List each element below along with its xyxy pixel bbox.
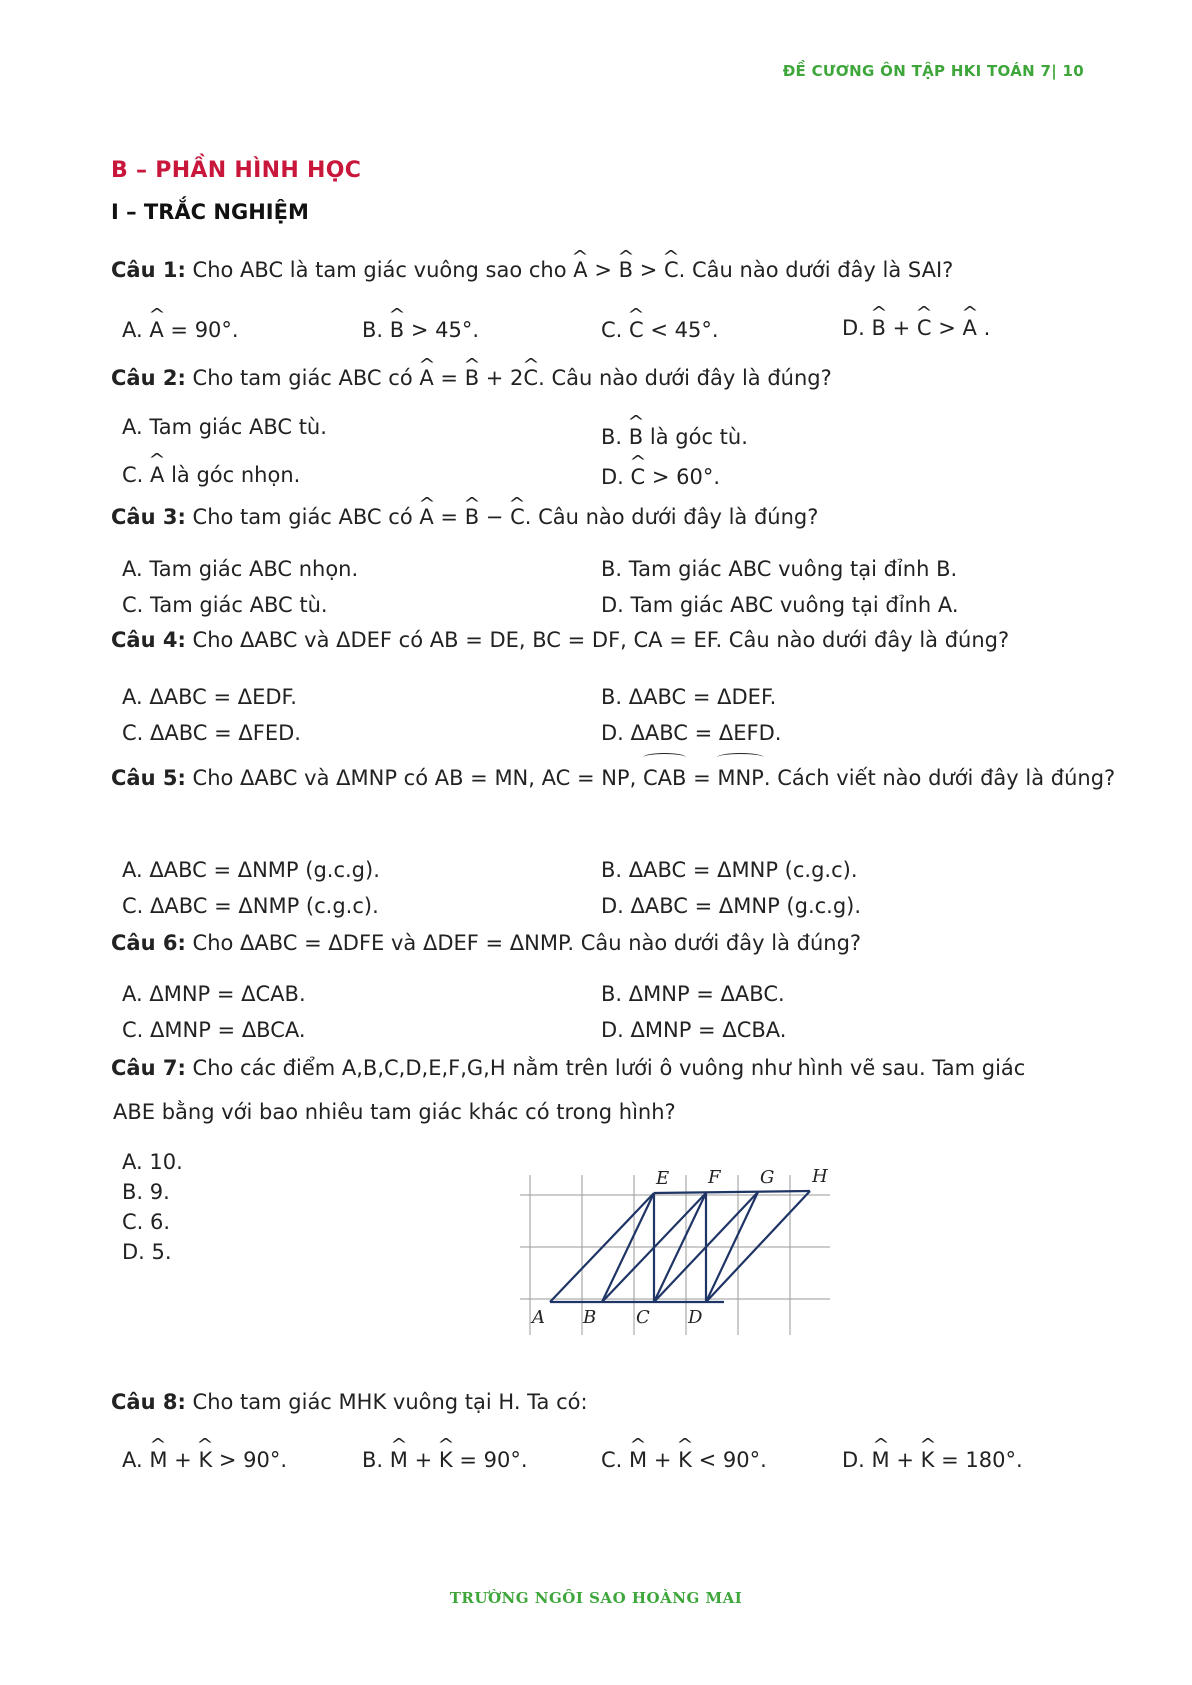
- q3-option-b[interactable]: B. Tam giác ABC vuông tại đỉnh B.: [601, 557, 958, 581]
- q2-option-d[interactable]: D. ^ C > 60°.: [601, 465, 720, 489]
- q4-option-a[interactable]: A. ΔABC = ΔEDF.: [122, 685, 297, 709]
- point-label-d: D: [688, 1307, 703, 1328]
- point-label-e: E: [656, 1168, 670, 1189]
- question-label: Câu 1:: [111, 258, 186, 282]
- q7-option-b[interactable]: B. 9.: [122, 1180, 170, 1204]
- q6-option-c[interactable]: C. ΔMNP = ΔBCA.: [122, 1018, 306, 1042]
- point-label-h: H: [812, 1166, 828, 1187]
- q7-option-c[interactable]: C. 6.: [122, 1210, 171, 1234]
- q1-option-d[interactable]: D. ^ B + ^ C > ^ A .: [842, 316, 990, 340]
- q2-option-b[interactable]: B. ^ B là góc tù.: [601, 425, 748, 449]
- q6-option-b[interactable]: B. ΔMNP = ΔABC.: [601, 982, 785, 1006]
- q7-options: [122, 1147, 183, 1267]
- point-label-g: G: [760, 1167, 775, 1188]
- question-5: Câu 5: Cho ΔABC và ΔMNP có AB = MN, AC = NP, CAB = MNP. Cách viết nào dưới đây là đúng?: [111, 758, 1086, 798]
- q1-option-b[interactable]: B. ^ B > 45°.: [362, 318, 479, 342]
- q5-option-d[interactable]: D. ΔABC = ΔMNP (g.c.g).: [601, 894, 862, 918]
- question-7-line2: ABE bằng với bao nhiêu tam giác khác có trong hình?: [113, 1100, 676, 1124]
- q2-option-a[interactable]: A. Tam giác ABC tù.: [122, 415, 327, 439]
- q1-option-c[interactable]: C. ^ C < 45°.: [601, 318, 719, 342]
- section-subtitle: I – TRẮC NGHIỆM: [111, 200, 309, 224]
- q6-option-d[interactable]: D. ΔMNP = ΔCBA.: [601, 1018, 787, 1042]
- section-title: B – PHẦN HÌNH HỌC: [111, 158, 362, 183]
- grid-figure: [520, 1160, 840, 1340]
- question-1: Câu 1: Cho ABC là tam giác vuông sao cho ^ A > ^ B > ^ C. Câu nào dưới đây là SAI?: [111, 250, 1086, 290]
- point-label-b: B: [583, 1307, 597, 1328]
- grid-lines: [520, 1175, 830, 1335]
- q8-option-b[interactable]: B. ^ M + ^ K = 90°.: [362, 1448, 528, 1472]
- question-7: Câu 7: Cho các điểm A,B,C,D,E,F,G,H nằm trên lưới ô vuông như hình vẽ sau. Tam giác: [111, 1056, 1026, 1080]
- point-label-c: C: [636, 1307, 650, 1328]
- q4-option-c[interactable]: C. ΔABC = ΔFED.: [122, 721, 301, 745]
- q7-option-a[interactable]: A. 10.: [122, 1150, 183, 1174]
- question-4: Câu 4: Cho ΔABC và ΔDEF có AB = DE, BC = DF, CA = EF. Câu nào dưới đây là đúng?: [111, 628, 1010, 652]
- q3-option-a[interactable]: A. Tam giác ABC nhọn.: [122, 557, 359, 581]
- q3-option-c[interactable]: C. Tam giác ABC tù.: [122, 593, 328, 617]
- q7-option-d[interactable]: D. 5.: [122, 1240, 172, 1264]
- q4-option-d[interactable]: D. ΔABC = ΔEFD.: [601, 721, 782, 745]
- q1-option-a[interactable]: A. ^ A = 90°.: [122, 318, 239, 342]
- question-2: Câu 2: Cho tam giác ABC có ^ A = ^ B + 2^ C. Câu nào dưới đây là đúng?: [111, 358, 1086, 398]
- q4-option-b[interactable]: B. ΔABC = ΔDEF.: [601, 685, 777, 709]
- q8-option-a[interactable]: A. ^ M + ^ K > 90°.: [122, 1448, 287, 1472]
- q3-option-d[interactable]: D. Tam giác ABC vuông tại đỉnh A.: [601, 593, 959, 617]
- question-6: Câu 6: Cho ΔABC = ΔDFE và ΔDEF = ΔNMP. Câu nào dưới đây là đúng?: [111, 931, 862, 955]
- q8-option-c[interactable]: C. ^ M + ^ K < 90°.: [601, 1448, 767, 1472]
- q5-option-a[interactable]: A. ΔABC = ΔNMP (g.c.g).: [122, 858, 380, 882]
- question-8: Câu 8: Cho tam giác MHK vuông tại H. Ta có:: [111, 1390, 588, 1414]
- page-footer: TRƯỜNG NGÔI SAO HOÀNG MAI: [449, 1589, 743, 1607]
- q5-option-c[interactable]: C. ΔABC = ΔNMP (c.g.c).: [122, 894, 379, 918]
- question-3: Câu 3: Cho tam giác ABC có ^ A = ^ B − ^ C. Câu nào dưới đây là đúng?: [111, 497, 1086, 537]
- q2-option-c[interactable]: C. ^ A là góc nhọn.: [122, 463, 300, 487]
- q6-option-a[interactable]: A. ΔMNP = ΔCAB.: [122, 982, 306, 1006]
- point-label-f: F: [708, 1167, 721, 1188]
- q8-option-d[interactable]: D. ^ M + ^ K = 180°.: [842, 1448, 1023, 1472]
- page-header: ĐỀ CƯƠNG ÔN TẬP HKI TOÁN 7| 10: [782, 62, 1084, 80]
- point-label-a: A: [532, 1307, 545, 1328]
- q5-option-b[interactable]: B. ΔABC = ΔMNP (c.g.c).: [601, 858, 858, 882]
